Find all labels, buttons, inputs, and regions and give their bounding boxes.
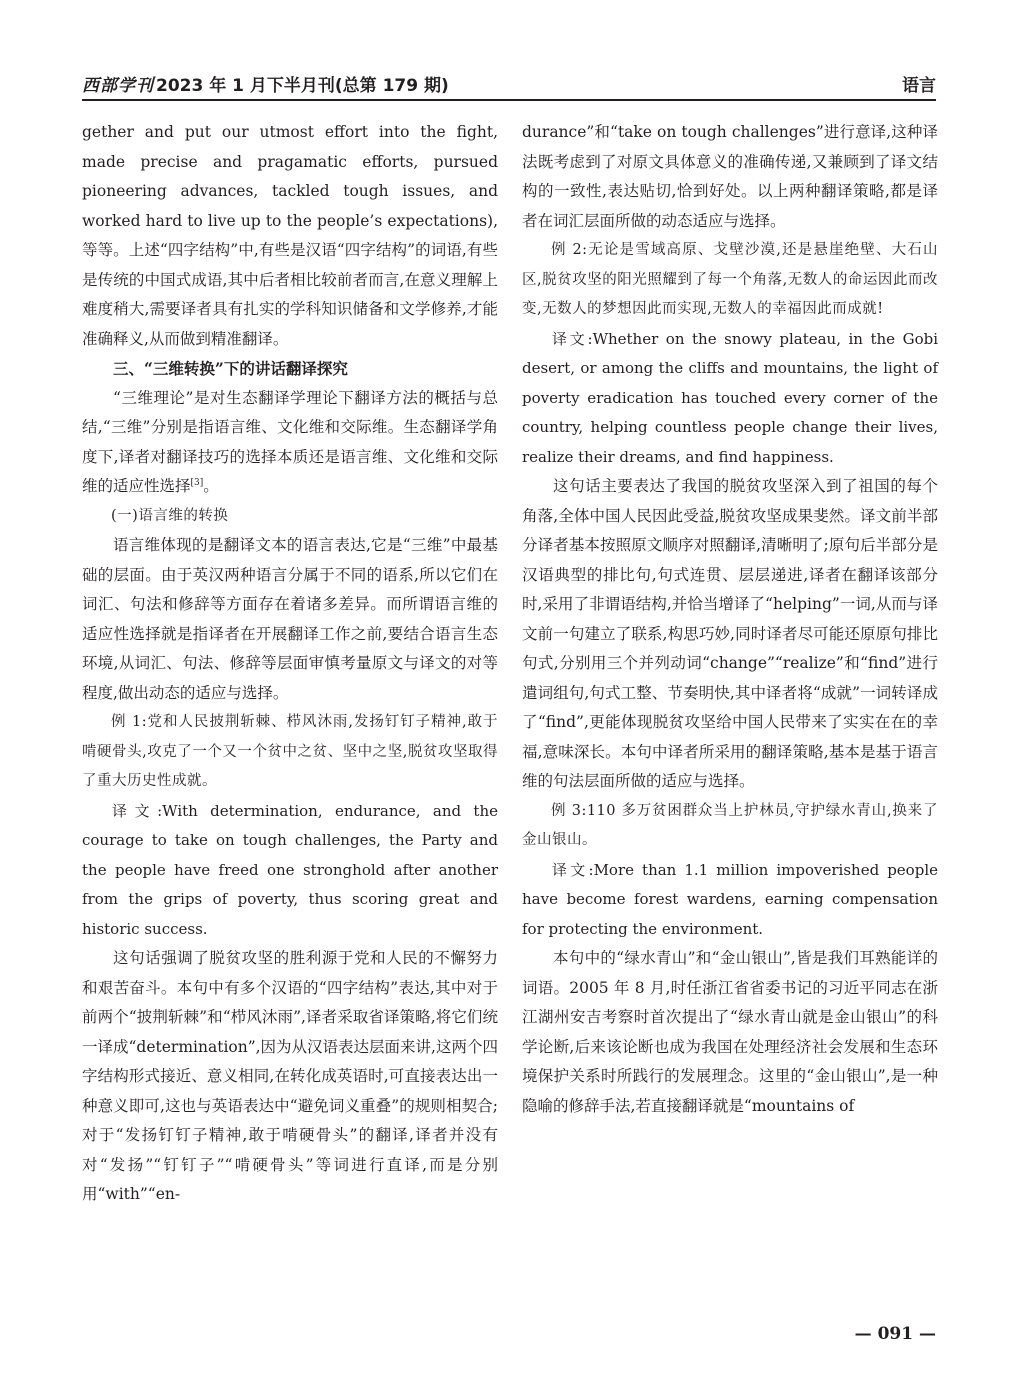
issue-info: 2023 年 1 月下半月刊(总第 179 期) — [156, 76, 449, 96]
section-heading: 三、“三维转换”下的讲话翻译探究 — [113, 359, 348, 378]
header-rule — [82, 99, 936, 101]
paragraph: “三维理论”是对生态翻译学理论下翻译方法的概括与总结,“三维”分别是指语言维、文化维和交际维。生态翻译学角度下,译者对翻译技巧的选择本质还是语言维、文化维和交际维的适应性选择[3]。 — [82, 388, 498, 495]
subsection-heading: (一)语言维的转换 — [111, 507, 229, 524]
paragraph: 语言维体现的是翻译文本的语言表达,它是“三维”中最基础的层面。由于英汉两种语言分属于不同的语系,所以它们在词汇、句法和修辞等方面存在着诸多差异。而所谓语言维的适应性选择就是指译者在开展翻译工作之前,要结合语言生态环境,从词汇、句法、修辞等层面审慎考量原文与译文的对等程度,做出动态的适应与选择。 — [82, 536, 498, 702]
paragraph: 本句中的“绿水青山”和“金山银山”,皆是我们耳熟能详的词语。2005 年 8 月,时任浙江省省委书记的习近平同志在浙江湖州安吉考察时首次提出了“绿水青山就是金山银山”的科学论断,后来该论断也成为我国在处理经济社会发展和生态环境保护关系时所践行的发展理念。这里的“金山银山”,是一种隐喻的修辞手法,若直接翻译就是“mountains of — [522, 949, 938, 1115]
journal-logo: 西部学刊 — [82, 76, 154, 96]
left-column — [82, 118, 498, 1210]
running-header — [82, 68, 936, 96]
paragraph: durance”和“take on tough challenges”进行意译,这种译法既考虑到了对原文具体意义的准确传递,又兼顾到了译文结构的一致性,表达贴切,恰到好处。以上两种翻译策略,都是译者在词汇层面所做的动态适应与选择。 — [522, 123, 938, 230]
example-source: 例 1:党和人民披荆斩棘、栉风沐雨,发扬钉钉子精神,敢于啃硬骨头,攻克了一个又一个贫中之贫、坚中之坚,脱贫攻坚取得了重大历史性成就。 — [82, 714, 498, 789]
paragraph: 这句话强调了脱贫攻坚的胜利源于党和人民的不懈努力和艰苦奋斗。本句中有多个汉语的“四字结构”表达,其中对于前两个“披荆斩棘”和“栉风沐雨”,译者采取省译策略,将它们统一译成“determination”,因为从汉语表达层面来讲,这两个四字结构形式接近、意义相同,在转化成英语时,可直接表达出一种意义即可,这也与英语表达中“避免词义重叠”的规则相契合;对于“发扬钉钉子精神,敢于啃硬骨头”的翻译,译者并没有对“发扬”“钉钉子”“啃硬骨头”等词进行直译,而是分别用“with”“en- — [82, 949, 498, 1203]
example-translation: 译文:Whether on the snowy plateau, in the Gobi desert, or among the cliffs and mountains, the light of poverty eradication has touched every corner of the country, helping countless people change their lives, realize their dreams, and find happiness. — [522, 329, 938, 466]
example-translation: 译文:More than 1.1 million impoverished people have become forest wardens, earning compensation for protecting the environment. — [522, 860, 938, 938]
citation: [3] — [190, 477, 204, 488]
example-source: 例 3:110 多万贫困群众当上护林员,守护绿水青山,换来了金山银山。 — [522, 802, 938, 848]
example-translation: 译文:With determination, endurance, and the courage to take on tough challenges, the Party and the people have freed one stronghold after another from the grips of poverty, thus scoring great and historic success. — [82, 801, 498, 938]
paragraph: gether and put our utmost effort into the fight, made precise and pragamatic efforts, pursued pioneering advances, tackled tough issues, and worked hard to live up to the people’s expectations),等等。上述“四字结构”中,有些是汉语“四字结构”的词语,有些是传统的中国式成语,其中后者相比较前者而言,在意义理解上难度稍大,需要译者具有扎实的学科知识储备和文学修养,才能准确释义,从而做到精准翻译。 — [82, 123, 498, 348]
page-number: — 091 — — [854, 1324, 936, 1344]
example-source: 例 2:无论是雪域高原、戈壁沙漠,还是悬崖绝壁、大石山区,脱贫攻坚的阳光照耀到了每一个角落,无数人的命运因此而改变,无数人的梦想因此而实现,无数人的幸福因此而成就! — [522, 242, 938, 317]
journal-issue — [82, 71, 449, 96]
paragraph: 这句话主要表达了我国的脱贫攻坚深入到了祖国的每个角落,全体中国人民因此受益,脱贫攻坚成果斐然。译文前半部分译者基本按照原文顺序对照翻译,清晰明了;原句后半部分是汉语典型的排比句,句式连贯、层层递进,译者在翻译该部分时,采用了非谓语结构,并恰当增译了“helping”一词,从而与译文前一句建立了联系,构思巧妙,同时译者尽可能还原原句排比句式,分别用三个并列动词“change”“realize”和“find”进行遣词组句,句式工整、节奏明快,其中译者将“成就”一词转译成了“find”,更能体现脱贫攻坚给中国人民带来了实实在在的幸福,意味深长。本句中译者所采用的翻译策略,基本是基于语言维的句法层面所做的适应与选择。 — [522, 477, 938, 790]
right-column — [522, 118, 938, 1121]
section-name: 语言 — [902, 76, 936, 96]
